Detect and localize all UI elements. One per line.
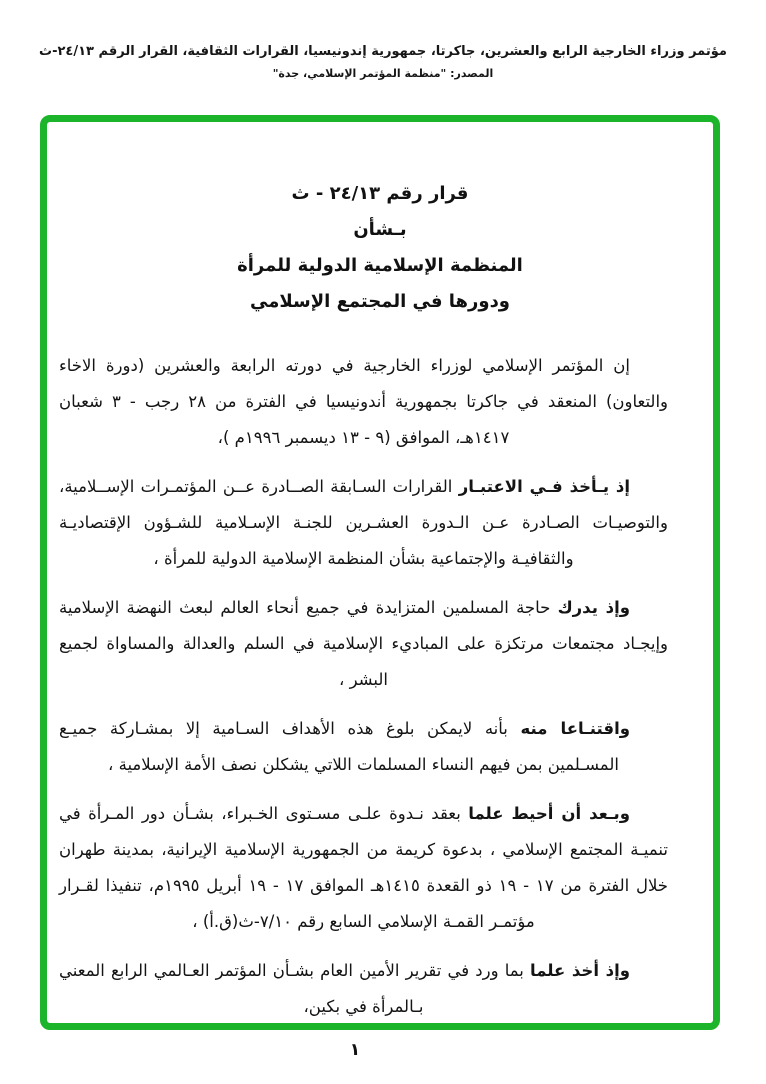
paragraph-recognizing [59,590,668,698]
paragraph-having-noted-report [59,953,668,1025]
paragraph-text: إن المؤتمر الإسلامي لوزراء الخارجية في دورته الرابعة والعشرين (دورة الاخاء والتعاون) المنعقد في جاكرتا بجمهورية أندونيسيا في الفترة من ٢٨ رجب - ٣ شعبان ١٤١٧هـ، الموافق (٩ - ١٣ ديسمبر ١٩٩٦م )، [59,356,669,447]
resolution-body [59,348,668,1025]
paragraph-text: القرارات السـابقة الصــادرة عــن المؤتمـرات الإســلامية، والتوصيـات الصـادرة عـن الـدورة العشـرين للجنـة الإسـلامية للشـؤون الإقتصاديـة والثقافيـة والإجتماعية بشأن المنظمة الإسلامية الدولية للمرأة ، [59,477,668,568]
paragraph-text: بعقد نـدوة علـى مسـتوى الخـبراء، بشـأن دور المـرأة في تنميـة المجتمع الإسلامي ، بدعوة كريمة من الجمهورية الإسلامية الإيرانية، بمدينة طهران خلال الفترة من ١٧ - ١٩ ذو القعدة ١٤١٥هـ الموافق ١٧ - ١٩ أبريل ١٩٩٥م، تنفيذا لقـرار مؤتمـر القمـة الإسلامي السابع رقم ٧/١٠-ث(ق.أ) ، [59,804,668,931]
resolution-subject-line1: المنظمة الإسلامية الدولية للمرأة [237,255,523,276]
paragraph-lead: وإذ أخذ علما [530,961,630,980]
page-number: ١ [349,1040,361,1060]
paragraph-having-noted-symposium [59,796,668,940]
paragraph-taking-into-account [59,469,668,577]
paragraph-lead: واقتنـاعا منه [520,719,630,738]
paragraph-text: بما ورد في تقرير الأمين العام بشـأن المؤتمر العـالمي الرابع المعني بـالمرأة في بكين، [59,961,530,1016]
paragraph-text: حاجة المسلمين المتزايدة في جميع أنحاء العالم لبعث النهضة الإسلامية وإيجـاد مجتمعات مرتكزة على المباديء الإسلامية في السلم والعدالة والمساواة لجميع البشر ، [59,598,668,689]
paragraph-preamble [59,348,668,456]
resolution-subject-line2: ودورها في المجتمع الإسلامي [250,291,510,312]
header-conference-line: مؤتمر وزراء الخارجية الرابع والعشرين، جاكرتا، جمهورية إندونيسيا، القرارات الثقافية، القرار الرقم ٢٤/١٣-ث [39,44,727,59]
header-source-line: المصدر: "منظمة المؤتمر الإسلامي، جدة" [272,67,494,80]
paragraph-text: بأنه لايمكن بلوغ هذه الأهداف السـامية إلا بمشـاركة جميـع المسـلمين بمن فيهم النساء المسلمات اللاتي يشكلن نصف الأمة الإسلامية ، [59,719,619,774]
document-border [40,115,720,1030]
resolution-regarding: بـشأن [353,219,407,240]
paragraph-lead: وإذ يدرك [557,598,630,617]
resolution-number: قرار رقم ٢٤/١٣ - ث [291,183,469,204]
paragraph-convinced [59,711,668,783]
paragraph-lead: إذ يـأخذ فـي الاعتبـار [458,477,631,496]
paragraph-lead: وبـعد أن أحيط علما [468,804,631,823]
resolution-title [47,176,713,320]
document-header [0,44,766,80]
